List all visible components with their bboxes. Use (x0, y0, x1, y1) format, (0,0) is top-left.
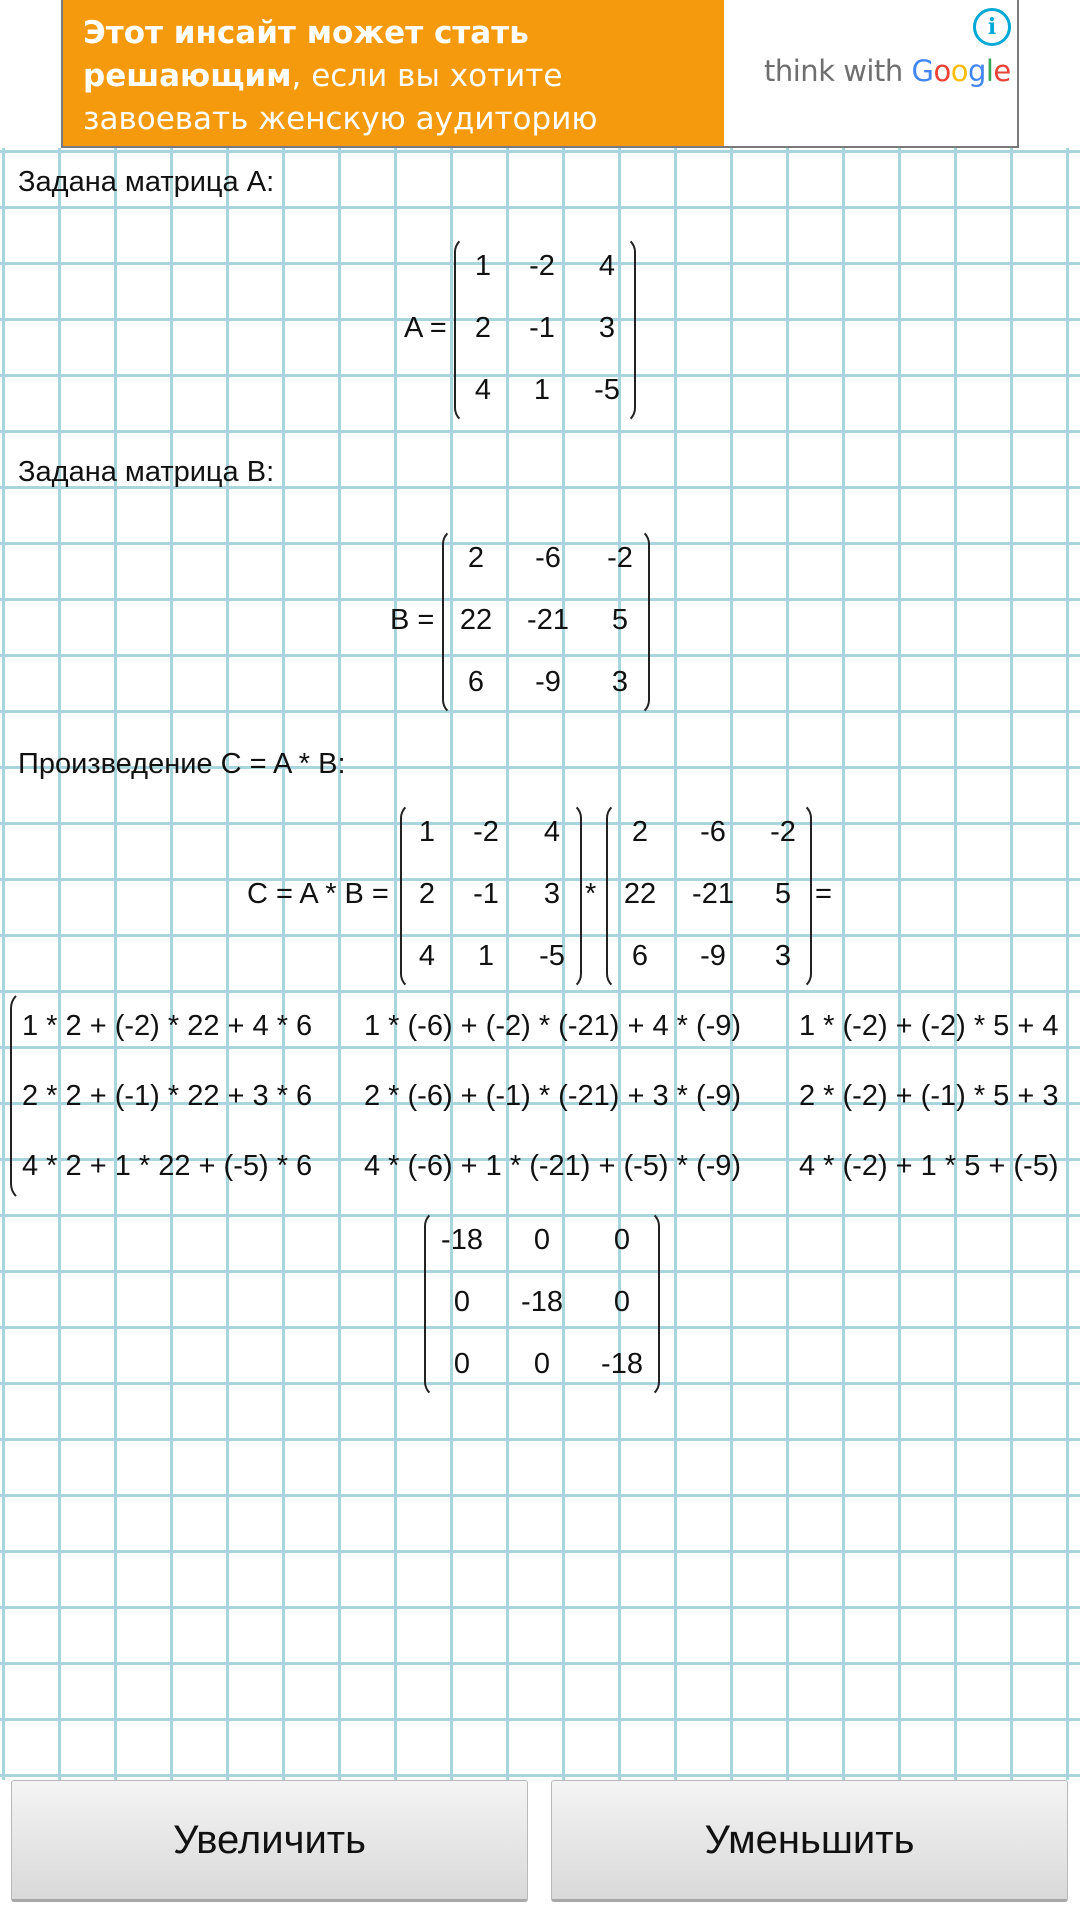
bottom-button-bar (0, 1780, 1080, 1920)
mR-cell: 0 (613, 1224, 631, 1256)
mB-cell: -21 (527, 604, 569, 636)
mR-cell: 0 (453, 1286, 471, 1318)
ad-banner[interactable] (61, 0, 1019, 148)
mPB-cell: 6 (631, 940, 649, 972)
matrix-a-lhs: A = (404, 312, 447, 344)
mPA-cell: -1 (473, 878, 499, 910)
mPA-cell: 3 (543, 878, 561, 910)
mPA-cell: -2 (473, 816, 499, 848)
mR-cell: 0 (613, 1286, 631, 1318)
ad-line3: завоевать женскую аудиторию (83, 101, 598, 137)
mPA-cell: 1 (418, 816, 436, 848)
mB-cell: -9 (535, 666, 561, 698)
mPB-cell: 3 (774, 940, 792, 972)
product-times: * (585, 878, 597, 910)
mA-cell: 2 (474, 312, 492, 344)
zoom-out-button[interactable]: Уменьшить (551, 1780, 1068, 1902)
mR-cell: -18 (441, 1224, 483, 1256)
expansion-cell: 2 * 2 + (-1) * 22 + 3 * 6 (22, 1080, 313, 1112)
mR-cell: -18 (521, 1286, 563, 1318)
product-label: Произведение C = A * B: (18, 748, 346, 780)
product-equals: = (815, 878, 832, 910)
mPB-cell: -21 (692, 878, 734, 910)
mB-cell: 6 (467, 666, 485, 698)
expansion-cell: 2 * (-6) + (-1) * (-21) + 3 * (-9) (364, 1080, 742, 1112)
mA-cell: -5 (594, 374, 620, 406)
mPA-cell: 4 (543, 816, 561, 848)
expansion-cell: 1 * (-6) + (-2) * (-21) + 4 * (-9) (364, 1010, 742, 1042)
expansion-cell: 4 * (-6) + 1 * (-21) + (-5) * (-9) (364, 1150, 742, 1182)
mPB-cell: -6 (700, 816, 726, 848)
expansion-cell: 4 * (-2) + 1 * 5 + (-5) (799, 1150, 1059, 1182)
mA-cell: 3 (598, 312, 616, 344)
expansion-cell: 1 * 2 + (-2) * 22 + 4 * 6 (22, 1010, 313, 1042)
ad-line1: Этот инсайт может стать (83, 15, 529, 51)
matrix-b-lhs: B = (390, 604, 435, 636)
mPA-cell: 2 (418, 878, 436, 910)
ad-line2-rest: , если вы хотите (291, 58, 563, 94)
mPB-cell: 2 (631, 816, 649, 848)
mA-cell: 1 (533, 374, 551, 406)
ad-info-icon[interactable]: i (973, 8, 1011, 46)
mR-cell: 0 (533, 1224, 551, 1256)
mB-cell: 22 (459, 604, 493, 636)
think-with-google-logo: think with Google (764, 54, 1011, 88)
mPA-cell: 4 (418, 940, 436, 972)
product-lhs: C = A * B = (247, 878, 389, 910)
mB-cell: 3 (611, 666, 629, 698)
mR-cell: 0 (453, 1348, 471, 1380)
mPA-cell: 1 (477, 940, 495, 972)
mPB-cell: -9 (700, 940, 726, 972)
mPB-cell: 5 (774, 878, 792, 910)
mA-cell: 4 (598, 250, 616, 282)
expansion-cell: 1 * (-2) + (-2) * 5 + 4 (799, 1010, 1059, 1042)
mB-cell: 2 (467, 542, 485, 574)
mA-cell: 1 (474, 250, 492, 282)
mR-cell: 0 (533, 1348, 551, 1380)
mA-cell: -2 (529, 250, 555, 282)
mPA-cell: -5 (539, 940, 565, 972)
mB-cell: 5 (611, 604, 629, 636)
mA-cell: -1 (529, 312, 555, 344)
ad-logo-panel[interactable] (724, 0, 1017, 146)
mPB-cell: 22 (623, 878, 657, 910)
ad-text-panel[interactable] (63, 0, 724, 146)
expansion-cell: 2 * (-2) + (-1) * 5 + 3 (799, 1080, 1059, 1112)
mPB-cell: -2 (770, 816, 796, 848)
matrix-b-label: Задана матрица В: (18, 456, 275, 488)
expansion-cell: 4 * 2 + 1 * 22 + (-5) * 6 (22, 1150, 313, 1182)
mB-cell: -6 (535, 542, 561, 574)
ad-line2-bold: решающим (83, 58, 292, 94)
mR-cell: -18 (601, 1348, 643, 1380)
matrix-a-label: Задана матрица А: (18, 166, 275, 198)
zoom-in-button[interactable]: Увеличить (11, 1780, 528, 1902)
mA-cell: 4 (474, 374, 492, 406)
mB-cell: -2 (607, 542, 633, 574)
